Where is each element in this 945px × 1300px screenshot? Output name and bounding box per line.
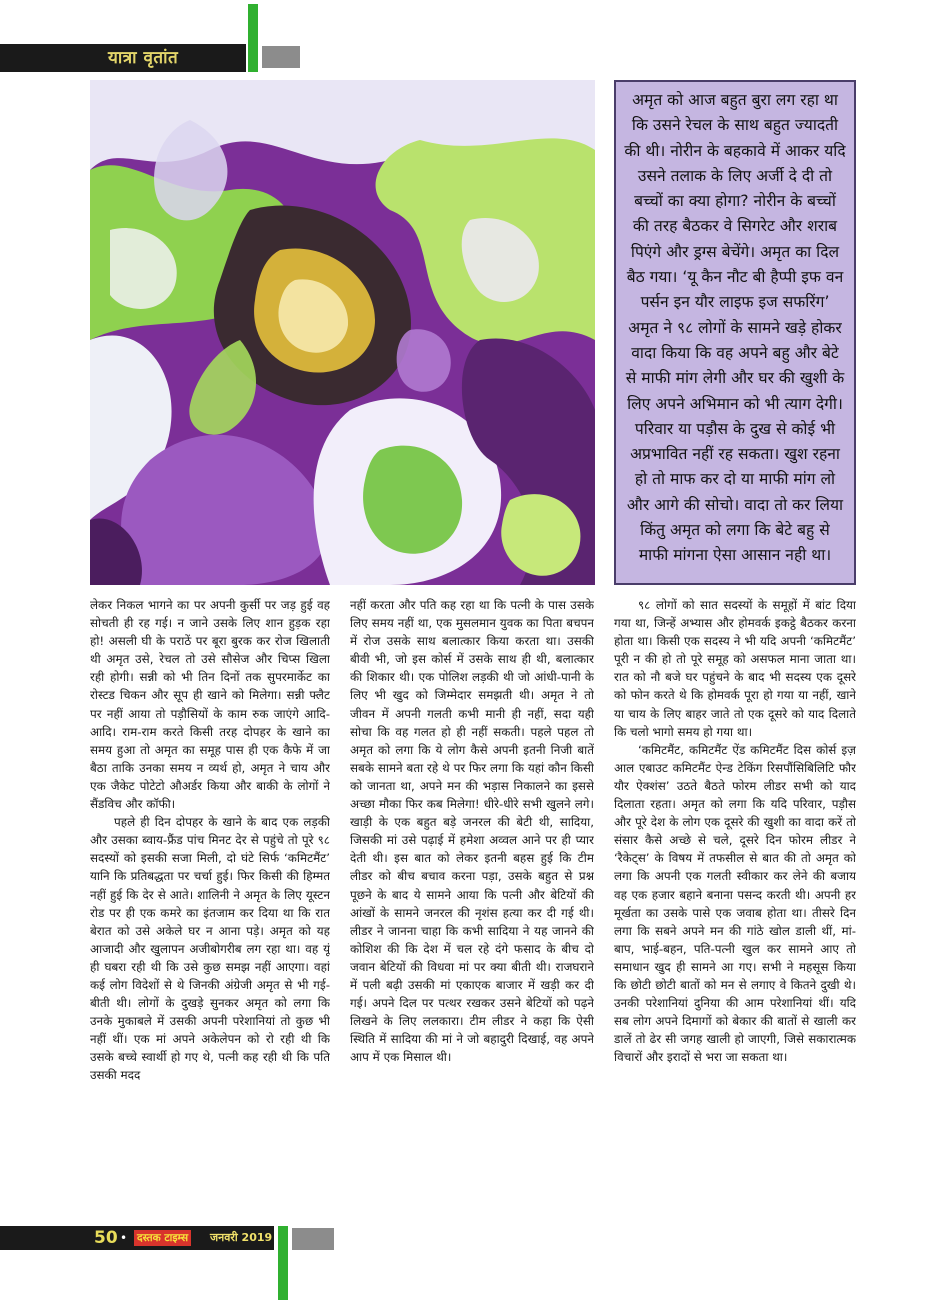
section-title: यात्रा वृतांत — [108, 48, 179, 68]
paragraph: नहीं करता और पति कह रहा था कि पत्नी के पास उसके लिए समय नहीं था, एक मुसलमान युवक का पिता बचपन में रोज उसके साथ बलात्कार किया करता था। उसकी बीवी भी, जो इस कोर्स में उसके साथ ही थी, बलात्कार की शिकार थी। एक पोलिश लड़की थी जो आंधी-पानी के लिए भी खुद को जिम्मेदार समझती थी। अमृत ने तो जीवन में अपनी गलती कभी मानी ही नहीं, सदा यही सोचा कि वह गलत हो ही नहीं सकती। पहले पहल तो अमृत को लगा कि ये लोग कैसे अपनी इतनी निजी बातें सबके सामने बता रहे थे पर फिर लगा कि यहां कौन किसी को जानता था, अपने मन की भड़ास निकालने का इससे अच्छा मौका फिर कब मिलेगा! धीरे-धीरे सभी खुलने लगे। खाड़ी के एक बहुत बड़े जनरल की बेटी थी, सादिया, जिसकी मां उसे पढ़ाई में हमेशा अव्वल आने पर ही प्यार देती थी। इस बात को लेकर इतनी बहस हुई कि टीम लीडर को बीच बचाव करना पड़ा, उसके बहुत से प्रश्न पूछने के बाद ये सामने आया कि पत्नी और बेटियों की आंखों के सामने जनरल की नृशंस हत्या कर दी गई थी। लीडर ने जानना चाहा कि कभी सादिया ने यह जानने की कोशिश की कि देश में चल रहे दंगे फसाद के बीच दो जवान बेटियों की विधवा मां पर क्या बीती थी। राजघराने में पली बढ़ी उसकी मां एकाएक बाजार में खड़ी कर दी गई। अपने दिल पर पत्थर रखकर उसने बेटियों को पढ़ने लिखने के लिए ललकारा। टीम लीडर ने कहा कि ऐसी स्थिति में सादिया की मां ने जो बहादुरी दिखाई, वह अपने आप में एक मिसाल थी। — [350, 598, 594, 1065]
footer-accent-stripe — [278, 1226, 288, 1300]
paragraph: ‘कमिटमैंट, कमिटमैंट ऐंड कमिटमैंट दिस कोर्स इज़ आल एबाउट कमिटमैंट ऐन्ड टेकिंग रिसपौंसिबिलिटि फौर यौर ऐक्शंस’ उठते बैठते फोरम लीडर सभी को याद दिलाता रहता। अमृत को लगा कि यदि परिवार, पड़ौस और पूरे देश के लोग एक दूसरे की खुशी का वादा करें तो संसार कैसे अच्छे से चले, दूसरे दिन फोरम लीडर ने ‘रैकेट्स’ के विषय में तफसील से बात की तो अमृत को लगा कि अपनी एक गलती स्वीकार कर लेने की बजाय वह एक हजार बहाने बनाना पसन्द करती थी। अपनी हर मूर्खता का उसके पासे एक जवाब होता था। तीसरे दिन लगा कि सबने अपने मन की गांठे खोल डाली थीं, मां-बाप, भाई-बहन, पति-पत्नी खुल कर सामने आए तो समाधान खुद ही सामने आ गए। सभी ने महसूस किया कि छोटी छोटी बातों को मन से लगाए वे कितने दुखी थे। उनकी परेशानियां दुनिया की आम परेशानियां थीं। यदि सब लोग अपने दिमागों को बेकार की बातों से खाली कर डालें तो ढेर सी जगह खाली हो जाएगी, जिसे सकारात्मक विचारों और इरादों से भरा जा सकता था। — [614, 742, 856, 1065]
article-column-2 — [350, 596, 594, 1210]
article-column-1 — [90, 596, 330, 1210]
magazine-logo: दस्तक टाइम्स — [134, 1230, 191, 1246]
header-accent-stripe — [248, 4, 258, 72]
abstract-painting-image — [90, 80, 595, 585]
header-gray-block — [262, 46, 300, 68]
abstract-painting-svg — [90, 80, 595, 585]
issue-date: जनवरी 2019 — [210, 1231, 273, 1244]
pull-quote-box: अमृत को आज बहुत बुरा लग रहा था कि उसने रेचल के साथ बहुत ज्यादती की थी। नोरीन के बहकावे में आकर यदि उसने तलाक के लिए अर्जी दे दी तो बच्चों का क्या होगा? नोरीन के बच्चों की तरह बैठकर वे सिगरेट और शराब पिएंगे और ड्रग्स बेचेंगे। अमृत का दिल बैठ गया। ‘यू कैन नौट बी हैप्पी इफ वन पर्सन इन यौर लाइफ इज सफरिंग’ अमृत ने ९८ लोगों के सामने खड़े होकर वादा किया कि वह अपने बहु और बेटे से माफी मांग लेगी और घर की खुशी के लिए अपने अभिमान को भी त्याग देगी। परिवार या पड़ौस के दुख से कोई भी अप्रभावित नहीं रह सकता। खुश रहना हो तो माफ कर दो या माफी मांग लो और आगे की सोचो। वादा तो कर लिया किंतु अमृत को लगा कि बेटे बहु से माफी मांगना ऐसा आसान नही था। — [614, 80, 856, 585]
footer-gray-block — [292, 1228, 334, 1250]
paragraph: लेकर निकल भागने का पर अपनी कुर्सी पर जड़ हुई वह सोचती ही रह गई। न जाने उसके लिए शान हुड़क रहा हो! असली घी के पराठें पर बूरा बुरक कर रोज खिलाती थी अमृत उसे, रेचल तो उसे सौसेज और चिप्स खिला रही होगी। सन्नी को भी तिन दिनों तक सुपरमार्केट का रोस्टड चिकन और सूप ही खाने को मिलेगा। सन्नी फ्लैट पर नहीं आया तो पड़ौसियों के काम रुक जाएंगे आदि-आदि। राम-राम करते किसी तरह दोपहर के खाने का समय हुआ तो अमृत का समूह पास ही एक कैफे में जा बैठा ताकि उनका समय न व्यर्थ हो, अमृत ने चाय और एक जैकेट पोटेटो औअर्डर किया और बाकी के लोगों ने सैंडविच और कॉफी। — [90, 598, 330, 812]
paragraph: पहले ही दिन दोपहर के खाने के बाद एक लड़की और उसका ब्वाय-फ्रैंड पांच मिनट देर से पहुंचे तो पूरे ९८ सदस्यों को इसकी सजा मिली, दो घंटे सिर्फ ‘कमिटमैंट’ यानि कि प्रतिबद्धता पर चर्चा हुई। फिर किसी की हिम्मत नहीं हुई कि देर से आते। शालिनी ने अमृत के लिए यूस्टन रोड पर ही एक कमरे का इंतजाम कर दिया था कि रात बेरात को उसे अकेले घर न आना पड़े। अमृत को यह आजादी और खुलापन अजीबोगरीब लग रहा था। वह यूं ही घबरा रही थी कि उसे कुछ समझ नहीं आएगा। वहां कई लोग विदेशों से थे जिनकी अंग्रेजी अमृत से भी गई-बीती थी। लोगों के दुखड़े सुनकर अमृत को लगा कि उनके मुकाबले में उसकी अपनी परेशानियां तो कुछ भी नहीं थीं। एक मां अपने अकेलेपन को रो रही थी कि उसके बच्चे स्वार्थी हो गए थे, पत्नी कह रही थी कि पति उसकी मदद — [90, 815, 330, 1083]
page-number: 50 — [94, 1228, 118, 1248]
article-column-3 — [614, 596, 856, 1210]
paragraph: ९८ लोगों को सात सदस्यों के समूहों में बांट दिया गया था, जिन्हें अभ्यास और होमवर्क इकट्ठे बैठकर करना होता था। किसी एक सदस्य ने भी यदि अपनी ‘कमिटमैंट’ पूरी न की हो तो पूरे समूह को असफल माना जाता था। रात को नौ बजे घर पहुंचने के बाद भी सदस्य एक दूसरे को फोन करते थे कि होमवर्क पूरा हो गया या नहीं, खाने या चाय के लिए बाहर जाते तो एक दूसरे को याद दिलाते कि चलो भागो समय हो गया था। — [614, 598, 856, 739]
footer-bullet: • — [120, 1231, 128, 1245]
